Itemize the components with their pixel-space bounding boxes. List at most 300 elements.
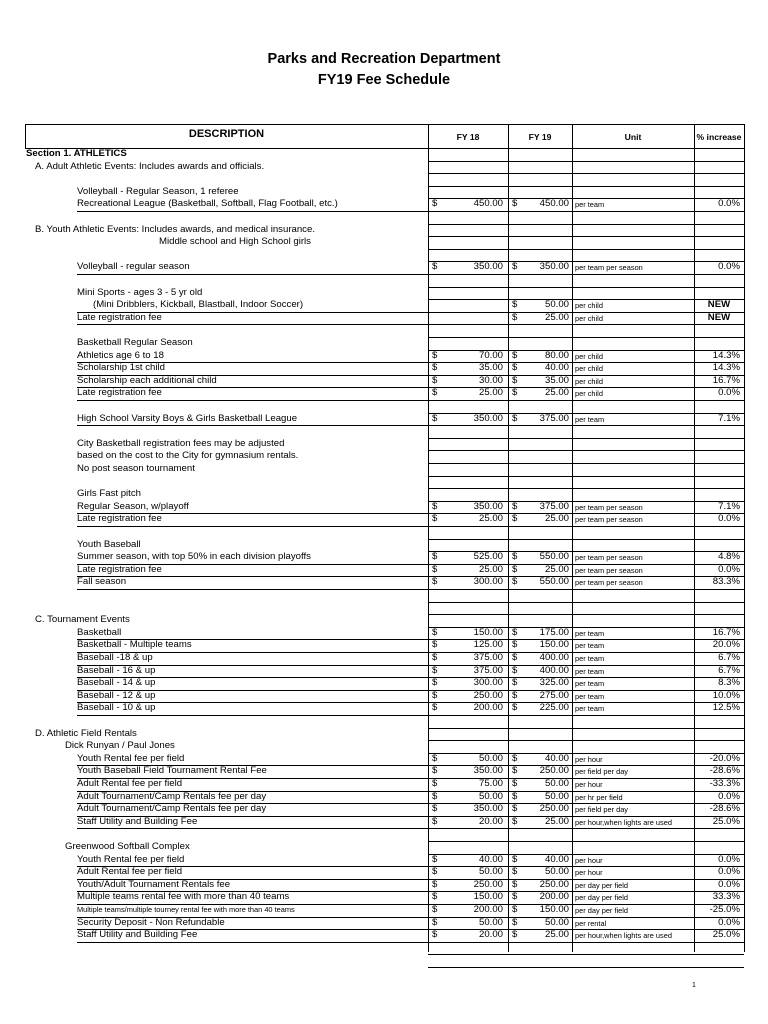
column-header-fy18: FY 18 — [456, 132, 480, 142]
fy18-currency-sign: $ — [432, 652, 438, 663]
percent-increase: 0.0% — [718, 261, 740, 273]
row-description: Multiple teams/multiple tourney rental fee with more than 40 teams — [77, 905, 295, 914]
fy18-currency-sign: $ — [432, 778, 438, 789]
fy18-currency-sign: $ — [432, 803, 438, 815]
unit-label: per field per day — [575, 805, 628, 815]
unit-label: per team per season — [575, 565, 643, 575]
fy18-currency-sign: $ — [432, 878, 438, 890]
table-border-left — [25, 124, 26, 148]
fy18-amount: 70.00 — [478, 349, 503, 361]
fy18-currency-sign: $ — [432, 362, 438, 374]
table-row-rule — [428, 161, 744, 162]
table-row-rule — [428, 539, 744, 540]
percent-increase: -25.0% — [709, 904, 740, 915]
unit-label: per day per field — [575, 880, 628, 890]
unit-label: per child — [575, 301, 603, 311]
fy18-currency-sign: $ — [432, 198, 438, 210]
table-row-rule — [428, 274, 744, 275]
fy18-currency-sign: $ — [432, 261, 438, 273]
fy19-amount: 40.00 — [544, 853, 569, 865]
fy19-currency-sign: $ — [512, 261, 518, 273]
percent-increase: 7.1% — [718, 412, 740, 424]
fy19-currency-sign: $ — [512, 198, 518, 210]
fy18-amount: 25.00 — [478, 563, 503, 575]
fy19-amount: 25.00 — [544, 311, 569, 323]
row-description: Scholarship each additional child — [77, 374, 217, 386]
fy19-currency-sign: $ — [512, 689, 518, 701]
fy18-currency-sign: $ — [432, 790, 438, 802]
fy18-amount: 50.00 — [478, 790, 503, 802]
fy18-amount: 200.00 — [473, 702, 503, 714]
unit-label: per team — [575, 691, 605, 701]
fy19-amount: 200.00 — [539, 891, 569, 903]
table-rule — [25, 124, 744, 125]
row-description: Staff Utility and Building Fee — [77, 929, 198, 941]
table-row-rule — [428, 450, 744, 451]
fy18-currency-sign: $ — [432, 815, 438, 827]
fy18-amount: 350.00 — [473, 803, 503, 815]
row-description: D. Athletic Field Rentals — [35, 727, 137, 739]
row-description: Athletics age 6 to 18 — [77, 349, 164, 361]
row-description: Adult Rental fee per field — [77, 778, 183, 789]
row-description: Baseball - 10 & up — [77, 702, 156, 714]
row-underline — [77, 324, 428, 325]
fy19-currency-sign: $ — [512, 790, 518, 802]
fy18-amount: 300.00 — [473, 677, 503, 689]
percent-increase: 0.0% — [718, 878, 740, 890]
unit-label: per team per season — [575, 578, 643, 588]
unit-label: per team per season — [575, 263, 643, 273]
fy19-amount: 25.00 — [544, 929, 569, 941]
unit-label: per hour,when lights are used — [575, 931, 672, 941]
row-description: Girls Fast pitch — [77, 488, 141, 500]
fy19-amount: 375.00 — [539, 412, 569, 424]
percent-increase: 12.5% — [712, 702, 740, 714]
row-description: C. Tournament Events — [35, 614, 130, 626]
fy19-currency-sign: $ — [512, 904, 518, 915]
fy18-currency-sign: $ — [432, 349, 438, 361]
fy18-amount: 300.00 — [473, 576, 503, 588]
row-description: Youth Baseball Field Tournament Rental Fee — [77, 765, 267, 777]
row-description: Regular Season, w/playoff — [77, 500, 189, 512]
row-description: A. Adult Athletic Events: Includes awards and officials. — [35, 160, 265, 172]
percent-increase: 20.0% — [712, 639, 740, 651]
column-header-increase: % increase — [696, 132, 742, 142]
row-description: Baseball -18 & up — [77, 652, 153, 663]
percent-increase: 4.8% — [718, 551, 740, 563]
table-row-rule — [428, 740, 744, 741]
unit-label: per hr per field — [575, 792, 623, 802]
fy19-amount: 50.00 — [544, 299, 569, 311]
fy19-amount: 250.00 — [539, 878, 569, 890]
row-description: Security Deposit - Non Refundable — [77, 916, 225, 928]
fy19-currency-sign: $ — [512, 500, 518, 512]
fy18-amount: 50.00 — [478, 866, 503, 878]
fy18-currency-sign: $ — [432, 500, 438, 512]
fy19-currency-sign: $ — [512, 626, 518, 638]
row-description: Scholarship 1st child — [77, 362, 165, 374]
row-description: Greenwood Softball Complex — [65, 841, 190, 852]
document-title: Parks and Recreation Department — [267, 51, 501, 67]
fy19-currency-sign: $ — [512, 513, 518, 525]
percent-increase: 0.0% — [718, 563, 740, 575]
row-description: Summer season, with top 50% in each division playoffs — [77, 551, 311, 563]
table-row-rule — [428, 224, 744, 225]
percent-increase: 8.3% — [718, 677, 740, 689]
fy19-amount: 25.00 — [544, 513, 569, 525]
unit-label: per team — [575, 704, 605, 714]
row-description: Basketball Regular Season — [77, 337, 193, 348]
fy18-amount: 350.00 — [473, 261, 503, 273]
fy19-amount: 450.00 — [539, 198, 569, 210]
row-description: Fall season — [77, 576, 127, 588]
percent-increase: NEW — [707, 299, 731, 311]
fy18-amount: 125.00 — [473, 639, 503, 651]
fy18-amount: 250.00 — [473, 689, 503, 701]
row-description: Basketball — [77, 626, 122, 638]
fy19-amount: 50.00 — [544, 790, 569, 802]
table-row-rule — [428, 728, 744, 729]
row-underline — [77, 211, 428, 212]
table-row-rule — [428, 715, 744, 716]
fy19-currency-sign: $ — [512, 349, 518, 361]
fy18-amount: 75.00 — [478, 778, 503, 789]
row-description: Volleyball - regular season — [77, 261, 190, 273]
percent-increase: 0.0% — [718, 387, 740, 399]
row-description: Baseball - 12 & up — [77, 689, 156, 701]
row-description: B. Youth Athletic Events: Includes awards, and medical insurance. — [35, 223, 315, 235]
percent-increase: -20.0% — [709, 752, 740, 764]
row-underline — [77, 589, 428, 590]
fy18-amount: 350.00 — [473, 765, 503, 777]
fy18-currency-sign: $ — [432, 752, 438, 764]
fy18-amount: 20.00 — [478, 815, 503, 827]
table-row-rule — [428, 337, 744, 338]
row-description: Basketball - Multiple teams — [77, 639, 192, 651]
row-underline — [77, 400, 428, 401]
percent-increase: 7.1% — [718, 500, 740, 512]
unit-label: per team — [575, 414, 605, 424]
table-column-divider — [744, 124, 745, 952]
table-row-rule — [428, 954, 744, 955]
fy18-amount: 375.00 — [473, 652, 503, 663]
table-row-rule — [428, 287, 744, 288]
fy18-currency-sign: $ — [432, 374, 438, 386]
table-row-rule — [428, 841, 744, 842]
percent-increase: 6.7% — [718, 652, 740, 663]
unit-label: per day per field — [575, 906, 628, 915]
fy18-amount: 25.00 — [478, 513, 503, 525]
table-row-rule — [428, 967, 744, 968]
fy19-amount: 80.00 — [544, 349, 569, 361]
row-description: High School Varsity Boys & Girls Basketball League — [77, 412, 298, 424]
row-description: Multiple teams rental fee with more than 40 teams — [77, 891, 290, 903]
fy19-amount: 325.00 — [539, 677, 569, 689]
row-description: Youth Rental fee per field — [77, 752, 185, 764]
page-number: 1 — [692, 982, 696, 989]
fy19-currency-sign: $ — [512, 374, 518, 386]
table-row-rule — [428, 614, 744, 615]
table-row-rule — [428, 173, 744, 174]
row-description: based on the cost to the City for gymnasium rentals. — [77, 450, 299, 462]
unit-label: per team — [575, 654, 605, 663]
fy18-amount: 30.00 — [478, 374, 503, 386]
fy19-currency-sign: $ — [512, 576, 518, 588]
row-description: Staff Utility and Building Fee — [77, 815, 198, 827]
table-row-rule — [428, 476, 744, 477]
unit-label: per team — [575, 679, 605, 689]
unit-label: per team per season — [575, 502, 643, 512]
row-underline — [77, 942, 428, 943]
fy19-amount: 150.00 — [539, 904, 569, 915]
fy18-currency-sign: $ — [432, 639, 438, 651]
fy18-currency-sign: $ — [432, 412, 438, 424]
table-row-rule — [428, 324, 744, 325]
table-row-rule — [428, 249, 744, 250]
table-row-rule — [428, 602, 744, 603]
column-header-unit: Unit — [624, 132, 642, 142]
table-row-rule — [428, 828, 744, 829]
unit-label: per child — [575, 351, 603, 361]
fy19-currency-sign: $ — [512, 778, 518, 789]
table-row-rule — [428, 211, 744, 212]
row-description: Middle school and High School girls — [159, 236, 311, 248]
row-description: Section 1. ATHLETICS — [26, 148, 127, 159]
fy19-amount: 550.00 — [539, 576, 569, 588]
table-row-rule — [428, 236, 744, 237]
row-description: Mini Sports - ages 3 - 5 yr old — [77, 286, 203, 298]
unit-label: per hour — [575, 855, 603, 865]
percent-increase: 0.0% — [718, 916, 740, 928]
unit-label: per child — [575, 364, 603, 374]
fy19-amount: 50.00 — [544, 866, 569, 878]
percent-increase: -33.3% — [709, 778, 740, 789]
fy18-amount: 35.00 — [478, 362, 503, 374]
row-description: Volleyball - Regular Season, 1 referee — [77, 185, 239, 197]
fy19-currency-sign: $ — [512, 299, 518, 311]
fy19-amount: 25.00 — [544, 387, 569, 399]
fy18-currency-sign: $ — [432, 866, 438, 878]
fy19-currency-sign: $ — [512, 866, 518, 878]
fy18-currency-sign: $ — [432, 904, 438, 915]
fy19-currency-sign: $ — [512, 752, 518, 764]
fy19-currency-sign: $ — [512, 412, 518, 424]
unit-label: per field per day — [575, 767, 628, 777]
percent-increase: 33.3% — [712, 891, 740, 903]
fy19-currency-sign: $ — [512, 563, 518, 575]
fy18-currency-sign: $ — [432, 387, 438, 399]
row-description: Late registration fee — [77, 563, 162, 575]
fy19-amount: 250.00 — [539, 765, 569, 777]
fy18-currency-sign: $ — [432, 929, 438, 941]
fy19-amount: 40.00 — [544, 362, 569, 374]
table-row-rule — [428, 438, 744, 439]
fy18-amount: 40.00 — [478, 853, 503, 865]
fy19-currency-sign: $ — [512, 664, 518, 676]
percent-increase: 0.0% — [718, 198, 740, 210]
unit-label: per child — [575, 376, 603, 386]
fy19-currency-sign: $ — [512, 916, 518, 928]
fy19-currency-sign: $ — [512, 891, 518, 903]
fy19-currency-sign: $ — [512, 702, 518, 714]
table-row-rule — [428, 488, 744, 489]
column-header-fy19: FY 19 — [528, 132, 552, 142]
fy18-amount: 350.00 — [473, 412, 503, 424]
row-description: Adult Tournament/Camp Rentals fee per day — [77, 803, 267, 815]
fy18-amount: 350.00 — [473, 500, 503, 512]
row-description: Dick Runyan / Paul Jones — [65, 740, 175, 752]
fee-schedule-table — [25, 124, 744, 952]
unit-label: per team — [575, 666, 605, 676]
percent-increase: 10.0% — [712, 689, 740, 701]
row-description: Recreational League (Basketball, Softball, Flag Football, etc.) — [77, 198, 338, 210]
fy19-amount: 250.00 — [539, 803, 569, 815]
fy18-currency-sign: $ — [432, 853, 438, 865]
row-description: Late registration fee — [77, 311, 162, 323]
row-underline — [77, 274, 428, 275]
fy19-currency-sign: $ — [512, 311, 518, 323]
unit-label: per day per field — [575, 893, 628, 903]
row-description: (Mini Dribblers, Kickball, Blastball, Indoor Soccer) — [93, 299, 304, 311]
fy18-currency-sign: $ — [432, 702, 438, 714]
unit-label: per child — [575, 389, 603, 399]
row-description: Baseball - 14 & up — [77, 677, 156, 689]
fy19-currency-sign: $ — [512, 639, 518, 651]
unit-label: per team — [575, 641, 605, 651]
percent-increase: 0.0% — [718, 866, 740, 878]
percent-increase: 14.3% — [712, 349, 740, 361]
fy18-amount: 375.00 — [473, 664, 503, 676]
percent-increase: 25.0% — [712, 929, 740, 941]
fy18-currency-sign: $ — [432, 677, 438, 689]
fy18-currency-sign: $ — [432, 551, 438, 563]
column-header-description: DESCRIPTION — [188, 128, 265, 140]
fy19-amount: 400.00 — [539, 652, 569, 663]
table-row-rule — [428, 463, 744, 464]
fy18-amount: 20.00 — [478, 929, 503, 941]
fy19-amount: 400.00 — [539, 664, 569, 676]
percent-increase: 14.3% — [712, 362, 740, 374]
row-description: Youth Baseball — [77, 538, 141, 550]
fy18-amount: 525.00 — [473, 551, 503, 563]
row-description: Late registration fee — [77, 387, 162, 399]
unit-label: per hour,when lights are used — [575, 817, 672, 827]
row-description: Adult Tournament/Camp Rentals fee per day — [77, 790, 267, 802]
fy18-amount: 25.00 — [478, 387, 503, 399]
percent-increase: 16.7% — [712, 626, 740, 638]
unit-label: per hour — [575, 868, 603, 878]
percent-increase: 0.0% — [718, 790, 740, 802]
fy19-currency-sign: $ — [512, 929, 518, 941]
fy19-amount: 175.00 — [539, 626, 569, 638]
percent-increase: 83.3% — [712, 576, 740, 588]
percent-increase: 0.0% — [718, 853, 740, 865]
table-row-rule — [428, 400, 744, 401]
fy19-currency-sign: $ — [512, 652, 518, 663]
table-row-rule — [428, 526, 744, 527]
fy18-currency-sign: $ — [432, 765, 438, 777]
fy19-amount: 150.00 — [539, 639, 569, 651]
fy18-amount: 150.00 — [473, 626, 503, 638]
document-subtitle: FY19 Fee Schedule — [317, 72, 451, 88]
fy18-currency-sign: $ — [432, 626, 438, 638]
table-row-rule — [428, 425, 744, 426]
fy19-amount: 50.00 — [544, 916, 569, 928]
table-row-rule — [428, 186, 744, 187]
fy18-currency-sign: $ — [432, 664, 438, 676]
row-underline — [77, 526, 428, 527]
fy19-amount: 25.00 — [544, 563, 569, 575]
unit-label: per rental — [575, 918, 607, 928]
fy19-currency-sign: $ — [512, 387, 518, 399]
row-description: Youth Rental fee per field — [77, 853, 185, 865]
fy18-currency-sign: $ — [432, 513, 438, 525]
fy18-currency-sign: $ — [432, 916, 438, 928]
fy19-currency-sign: $ — [512, 677, 518, 689]
row-description: No post season tournament — [77, 463, 195, 474]
row-description: Late registration fee — [77, 513, 162, 525]
fy19-currency-sign: $ — [512, 878, 518, 890]
table-rule — [25, 148, 744, 149]
fy18-amount: 200.00 — [473, 904, 503, 915]
fy19-amount: 40.00 — [544, 752, 569, 764]
row-underline — [77, 576, 428, 577]
fy19-amount: 225.00 — [539, 702, 569, 714]
row-underline — [77, 828, 428, 829]
unit-label: per team per season — [575, 515, 643, 525]
fy19-currency-sign: $ — [512, 803, 518, 815]
unit-label: per hour — [575, 780, 603, 789]
unit-label: per hour — [575, 754, 603, 764]
percent-increase: 25.0% — [712, 815, 740, 827]
fy18-amount: 50.00 — [478, 752, 503, 764]
row-underline — [77, 425, 428, 426]
fy19-amount: 375.00 — [539, 500, 569, 512]
percent-increase: 16.7% — [712, 374, 740, 386]
fy18-amount: 250.00 — [473, 878, 503, 890]
table-row-rule — [428, 589, 744, 590]
fy19-currency-sign: $ — [512, 362, 518, 374]
percent-increase: NEW — [707, 311, 731, 323]
fy19-currency-sign: $ — [512, 765, 518, 777]
unit-label: per child — [575, 313, 603, 323]
fy19-amount: 25.00 — [544, 815, 569, 827]
unit-label: per team — [575, 200, 605, 210]
fy18-amount: 150.00 — [473, 891, 503, 903]
percent-increase: -28.6% — [709, 765, 740, 777]
row-underline — [77, 715, 428, 716]
row-description: Adult Rental fee per field — [77, 866, 183, 878]
fy18-amount: 50.00 — [478, 916, 503, 928]
row-description: City Basketball registration fees may be adjusted — [77, 437, 285, 449]
fy18-currency-sign: $ — [432, 891, 438, 903]
fy18-currency-sign: $ — [432, 563, 438, 575]
fy19-amount: 275.00 — [539, 689, 569, 701]
unit-label: per team — [575, 628, 605, 638]
fy19-currency-sign: $ — [512, 815, 518, 827]
row-description: Baseball - 16 & up — [77, 664, 156, 676]
fy19-amount: 50.00 — [544, 778, 569, 789]
unit-label: per team per season — [575, 553, 643, 563]
fy19-currency-sign: $ — [512, 853, 518, 865]
fy19-amount: 350.00 — [539, 261, 569, 273]
fy18-currency-sign: $ — [432, 576, 438, 588]
row-description: Youth/Adult Tournament Rentals fee — [77, 878, 231, 890]
fy19-currency-sign: $ — [512, 551, 518, 563]
fy19-amount: 35.00 — [544, 374, 569, 386]
fy18-amount: 450.00 — [473, 198, 503, 210]
percent-increase: 6.7% — [718, 664, 740, 676]
